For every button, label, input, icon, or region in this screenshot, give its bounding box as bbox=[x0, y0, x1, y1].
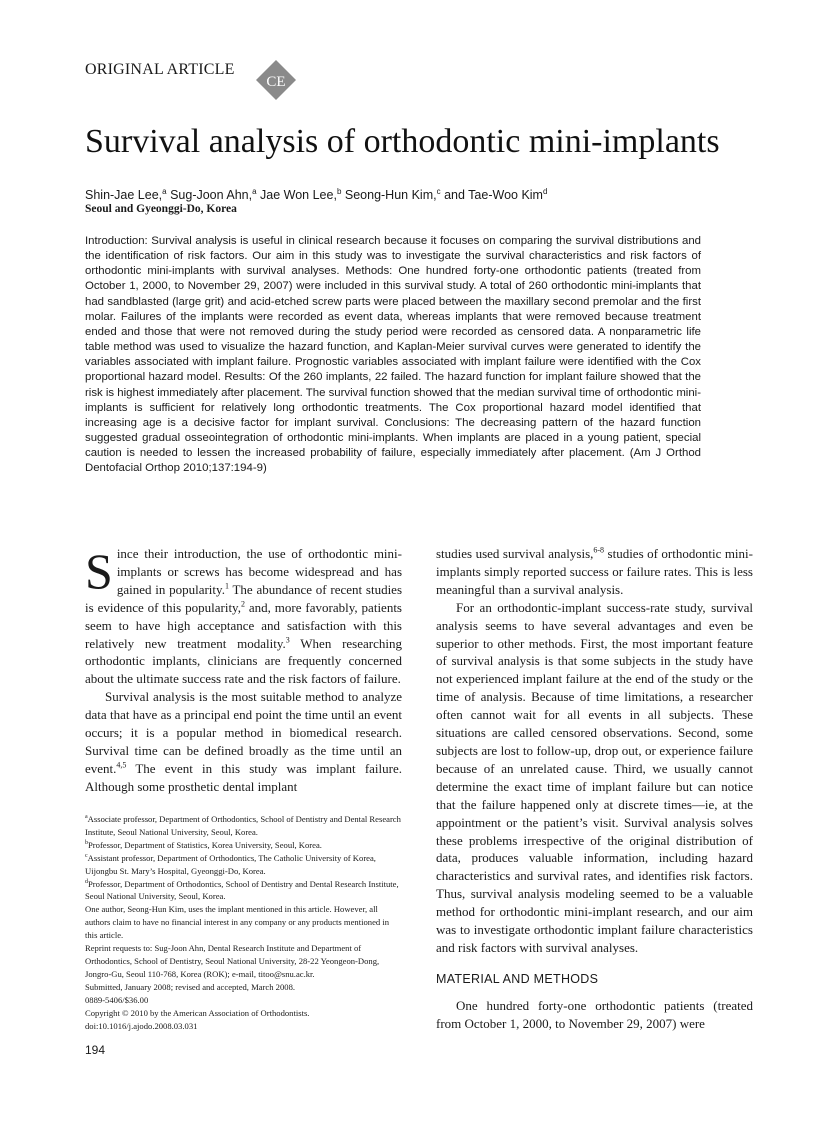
body-paragraph: studies used survival analysis,$^{6-8}$ studies of orthodontic mini-implants simply reported success or failure rates. This is less meaningful than a survival analysis. bbox=[436, 545, 753, 597]
citation-ref: 2 bbox=[240, 599, 245, 609]
footnotes bbox=[85, 813, 402, 1032]
author-affiliation: b bbox=[336, 187, 342, 196]
footnote: $^c$Assistant professor, Department of Orthodontics, The Catholic University of Korea, Uijongbu St. Mary’s Hospital, Gyeonggi-Do, Korea. bbox=[85, 852, 376, 876]
drop-cap: S bbox=[85, 543, 113, 599]
author-name: Sug-Joon Ahn, bbox=[170, 188, 253, 203]
author-affiliation: a bbox=[162, 187, 167, 196]
footnote: $^b$Professor, Department of Statistics, Korea University, Seoul, Korea. bbox=[85, 839, 322, 850]
footnote: Submitted, January 2008; revised and accepted, March 2008. bbox=[85, 981, 296, 992]
section-label: ORIGINAL ARTICLE bbox=[85, 61, 235, 78]
author-name: Jae Won Lee, bbox=[260, 188, 337, 203]
ce-badge-icon bbox=[255, 59, 297, 101]
body-column-left bbox=[85, 545, 402, 796]
footnote: doi:10.1016/j.ajodo.2008.03.031 bbox=[85, 1020, 198, 1031]
section-heading: MATERIAL AND METHODS bbox=[436, 971, 599, 986]
author-name: Seong-Hun Kim, bbox=[344, 188, 437, 203]
citation-ref: 4,5 bbox=[116, 760, 127, 770]
author-affiliation: c bbox=[436, 187, 441, 196]
body-paragraph: For an orthodontic-implant success-rate study, survival analysis seems to have several advantages and even be superior to other methods. First, the most important feature of survival analysis is that some subjects in the study have not experienced implant failure at the end of the study or the time of analysis. Because of time limitations, a researcher often cannot wait for all events in all subjects. These situations are called censored observations. Second, some subjects are lost to follow-up, drop out, or experience failure because of an unrelated cause. Third, we usually cannot determine the exact time of implant failure but can notice that the failure happened only at discrete times—ie, at the appointment or the patient’s visit. Survival analysis solves these problems irrespective of the original distribution of data, produces valuable information, including hazard characteristics and survival rates, and identifies risk factors. Thus, survival analysis modeling seemed to be a valuable method for orthodontic mini-implant research, and our aim was to investigate orthodontic implant failure characteristics and risk factors with survival analyses. bbox=[436, 599, 753, 955]
footnote: 0889-5406/$36.00 bbox=[85, 994, 149, 1005]
footnote: Reprint requests to: Sug-Joon Ahn, Dental Research Institute and Department of Orthodontics, School of Dentistry, Seoul National University, 28-22 Yeongeon-Dong, Jongro-Gu, Seoul 110-768, Korea (ROK); e-mail, titoo@snu.ac.kr. bbox=[85, 943, 380, 979]
author-affiliation: d bbox=[542, 187, 548, 196]
citation-ref: 1 bbox=[224, 581, 229, 591]
footnote: Copyright © 2010 by the American Association of Orthodontists. bbox=[85, 1007, 310, 1018]
page-number: 194 bbox=[85, 1043, 106, 1057]
author-name: and Tae-Woo Kim bbox=[444, 188, 543, 203]
body-column-right bbox=[436, 545, 753, 1033]
body-paragraph: Since their introduction, the use of orthodontic mini-implants or screws has become widespread and has gained in popularity.$^1$ The abundance of recent studies is evidence of this popularity,$^2$ and, more favorably, patients seem to have high acceptance and satisfaction with this relatively new treatment modality.$^3$ When researching orthodontic implants, clinicians are frequently concerned about the ultimate success rate and the risk factors of failure. bbox=[85, 543, 403, 687]
footnote: $^a$Associate professor, Department of Orthodontics, School of Dentistry and Dental Research Institute, Seoul National University, Seoul, Korea. bbox=[85, 814, 401, 837]
abstract: Introduction: Survival analysis is useful in clinical research because it focuses on comparing the survival distributions and the identification of risk factors. Our aim in this study was to investigate the survival characteristics and risk factors of orthodontic mini-implants with survival analyses. Methods: One hundred forty-one orthodontic patients (treated from October 1, 2000, to November 29, 2007) were included in this survival study. A total of 260 orthodontic mini-implants that had sandblasted (large grit) and acid-etched screw parts were placed between the maxillary second premolar and the first molar. Failures of the implants were recorded as event data, whereas implants that were removed because treatment ended and those that were not removed during the study period were recorded as censored data. A nonparametric life table method was used to visualize the hazard function, and Kaplan-Meier survival curves were generated to identify the variables associated with implant failure. Prognostic variables associated with implant failure were identified with the Cox proportional hazard model. Results: Of the 260 implants, 22 failed. The hazard function for implant failure showed that the risk is highest immediately after placement. The survival function showed that the median survival time of orthodontic mini-implants is sufficient for relatively long orthodontic treatments. The Cox proportional hazard model identified that increasing age is a decisive factor for implant survival. Conclusions: The decreasing pattern of the hazard function suggested gradual osseointegration of orthodontic mini-implants. When implants are placed in a young patient, special caution is needed to lessen the increased probability of failure, especially immediately after placement. (Am J Orthod Dentofacial Orthop 2010;137:194-9) bbox=[85, 235, 701, 475]
ce-badge-text: CE bbox=[266, 74, 286, 90]
author-list bbox=[85, 183, 765, 204]
body-paragraph: Survival analysis is the most suitable method to analyze data that have as a principal end point the time until an event occurs; it is a popular method in biomedical research. Survival time can be defined broadly as the time until an event.$^{4,5}$ The event in this study was implant failure. Although some prosthetic dental implant bbox=[85, 689, 402, 794]
author-location: Seoul and Gyeonggi-Do, Korea bbox=[85, 203, 237, 215]
footnote: $^d$Professor, Department of Orthodontics, School of Dentistry and Dental Research Institute, Seoul National University, Seoul, Korea. bbox=[85, 878, 399, 902]
citation-ref: 3 bbox=[285, 635, 290, 645]
author-affiliation: a bbox=[252, 187, 257, 196]
author-name: Shin-Jae Lee, bbox=[85, 188, 163, 203]
footnote: One author, Seong-Hun Kim, uses the implant mentioned in this article. However, all authors claim to have no financial interest in any company or any products mentioned in this article. bbox=[85, 904, 390, 941]
body-paragraph: One hundred forty-one orthodontic patients (treated from October 1, 2000, to November 29, 2007) were bbox=[436, 997, 753, 1031]
citation-ref: 6-8 bbox=[593, 545, 605, 555]
article-title: Survival analysis of orthodontic mini-implants bbox=[85, 123, 720, 160]
